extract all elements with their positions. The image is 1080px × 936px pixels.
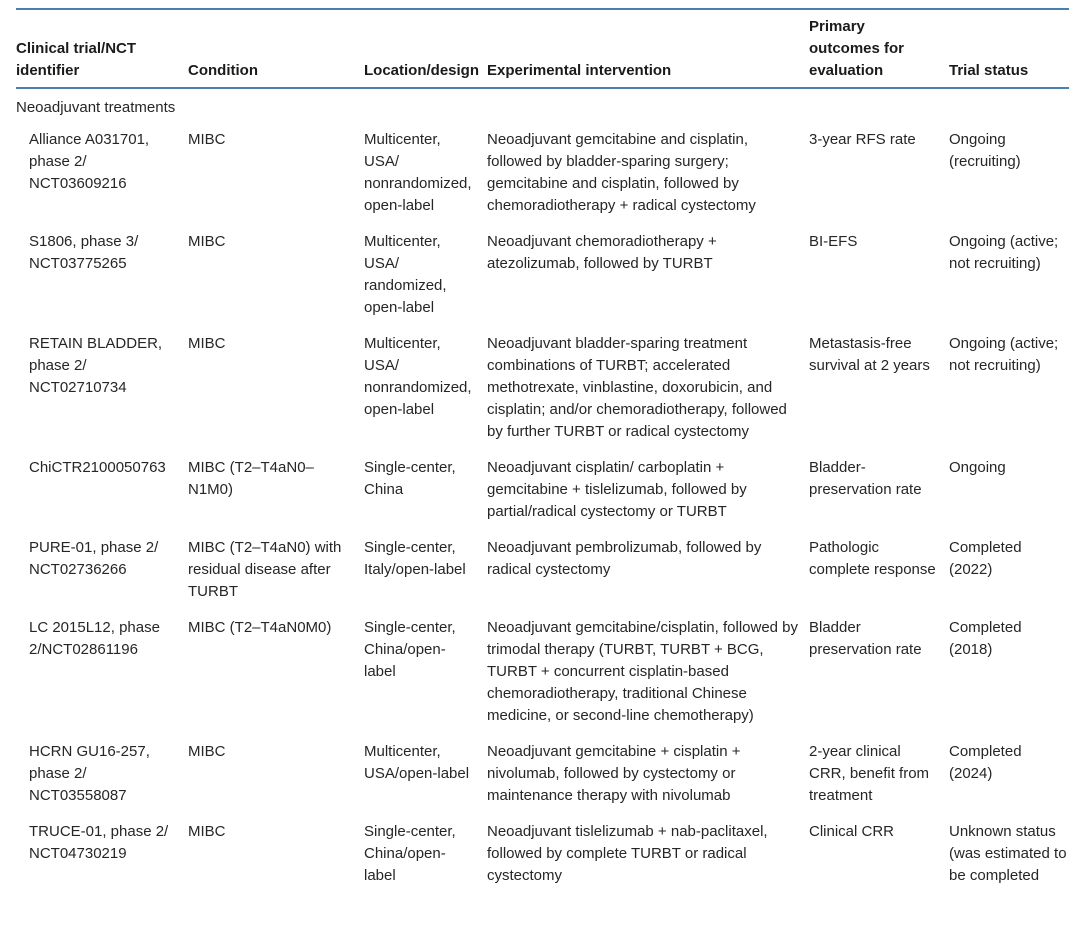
- location-cell: Single-center, Italy/open-label: [364, 539, 466, 578]
- intervention-cell: Neoadjuvant pembrolizumab, followed by radical cystectomy: [487, 539, 762, 578]
- column-header-condition: Condition: [188, 9, 364, 88]
- intervention-cell: Neoadjuvant cisplatin/ carboplatin + gemcitabine + tislelizumab, followed by partial/radical cystectomy or TURBT: [487, 459, 747, 520]
- section-row: [16, 88, 1069, 129]
- intervention-cell: Neoadjuvant gemcitabine/cisplatin, followed by trimodal therapy (TURBT, TURBT + BCG, TURBT + concurrent cisplatin-based chemoradiotherapy, traditional Chinese medicine, or second-line chemotherapy): [487, 619, 799, 724]
- condition-cell: MIBC (T2–T4aN0M0): [188, 619, 332, 636]
- column-header-status: Trial status: [949, 9, 1069, 88]
- column-header-identifier: Clinical trial/NCT identifier: [16, 9, 188, 88]
- table-row: [16, 129, 1069, 231]
- outcomes-cell: Bladder-preservation rate: [809, 459, 922, 498]
- condition-cell: MIBC: [188, 743, 226, 760]
- column-header-intervention: Experimental intervention: [487, 9, 809, 88]
- intervention-cell: Neoadjuvant tislelizumab + nab-paclitaxel, followed by complete TURBT or radical cystectomy: [487, 823, 768, 884]
- outcomes-cell: Clinical CRR: [809, 823, 895, 840]
- location-cell: Single-center, China: [364, 459, 456, 498]
- table-row: [16, 537, 1069, 617]
- outcomes-cell: Metastasis-free survival at 2 years: [809, 335, 930, 374]
- condition-cell: MIBC: [188, 131, 226, 148]
- condition-cell: MIBC (T2–T4aN0–N1M0): [188, 459, 314, 498]
- column-header-outcomes: Primary outcomes for evaluation: [809, 9, 949, 88]
- trial-id-cell: S1806, phase 3/ NCT03775265: [29, 233, 139, 272]
- table-row: [16, 617, 1069, 741]
- status-cell: Ongoing (active; not recruiting): [949, 335, 1059, 374]
- clinical-trials-table: [16, 8, 1069, 901]
- intervention-cell: Neoadjuvant chemoradiotherapy + atezolizumab, followed by TURBT: [487, 233, 717, 272]
- outcomes-cell: Pathologic complete response: [809, 539, 936, 578]
- intervention-cell: Neoadjuvant bladder-sparing treatment combinations of TURBT; accelerated methotrexate, vinblastine, doxorubicin, and cisplatin; and/or chemoradiotherapy, followed by further TURBT or radical cystectomy: [487, 335, 787, 440]
- location-cell: Single-center, China/open-label: [364, 619, 456, 680]
- status-cell: Ongoing (active; not recruiting): [949, 233, 1059, 272]
- condition-cell: MIBC (T2–T4aN0) with residual disease after TURBT: [188, 539, 342, 600]
- condition-cell: MIBC: [188, 233, 226, 250]
- location-cell: Multicenter, USA/ nonrandomized, open-label: [364, 335, 472, 418]
- location-cell: Multicenter, USA/ randomized, open-label: [364, 233, 447, 316]
- trial-id-cell: Alliance A031701, phase 2/ NCT03609216: [29, 131, 150, 192]
- location-cell: Multicenter, USA/open-label: [364, 743, 470, 782]
- section-header: Neoadjuvant treatments: [16, 99, 176, 116]
- status-cell: Completed (2022): [949, 539, 1022, 578]
- status-cell: Unknown status (was estimated to be completed: [949, 823, 1067, 884]
- trial-id-cell: HCRN GU16-257, phase 2/ NCT03558087: [29, 743, 150, 804]
- table-row: [16, 741, 1069, 821]
- trial-id-cell: ChiCTR2100050763: [29, 459, 166, 476]
- outcomes-cell: 3-year RFS rate: [809, 131, 916, 148]
- trial-id-cell: RETAIN BLADDER, phase 2/ NCT02710734: [29, 335, 163, 396]
- trial-id-cell: LC 2015L12, phase 2/NCT02861196: [29, 619, 160, 658]
- status-cell: Ongoing (recruiting): [949, 131, 1021, 170]
- outcomes-cell: BI-EFS: [809, 233, 858, 250]
- location-cell: Multicenter, USA/ nonrandomized, open-label: [364, 131, 472, 214]
- header-row: [16, 9, 1069, 88]
- table-row: [16, 457, 1069, 537]
- trial-id-cell: TRUCE-01, phase 2/ NCT04730219: [29, 823, 169, 862]
- column-header-location: Location/design: [364, 9, 487, 88]
- table-row: [16, 231, 1069, 333]
- condition-cell: MIBC: [188, 823, 226, 840]
- status-cell: Ongoing: [949, 459, 1006, 476]
- location-cell: Single-center, China/open-label: [364, 823, 456, 884]
- outcomes-cell: Bladder preservation rate: [809, 619, 922, 658]
- condition-cell: MIBC: [188, 335, 226, 352]
- table-row: [16, 333, 1069, 457]
- intervention-cell: Neoadjuvant gemcitabine + cisplatin + nivolumab, followed by cystectomy or maintenance therapy with nivolumab: [487, 743, 741, 804]
- trial-id-cell: PURE-01, phase 2/ NCT02736266: [29, 539, 159, 578]
- intervention-cell: Neoadjuvant gemcitabine and cisplatin, followed by bladder-sparing surgery; gemcitabine and cisplatin, followed by chemoradiotherapy + radical cystectomy: [487, 131, 756, 214]
- outcomes-cell: 2-year clinical CRR, benefit from treatment: [809, 743, 930, 804]
- status-cell: Completed (2018): [949, 619, 1022, 658]
- status-cell: Completed (2024): [949, 743, 1022, 782]
- table-row: [16, 821, 1069, 901]
